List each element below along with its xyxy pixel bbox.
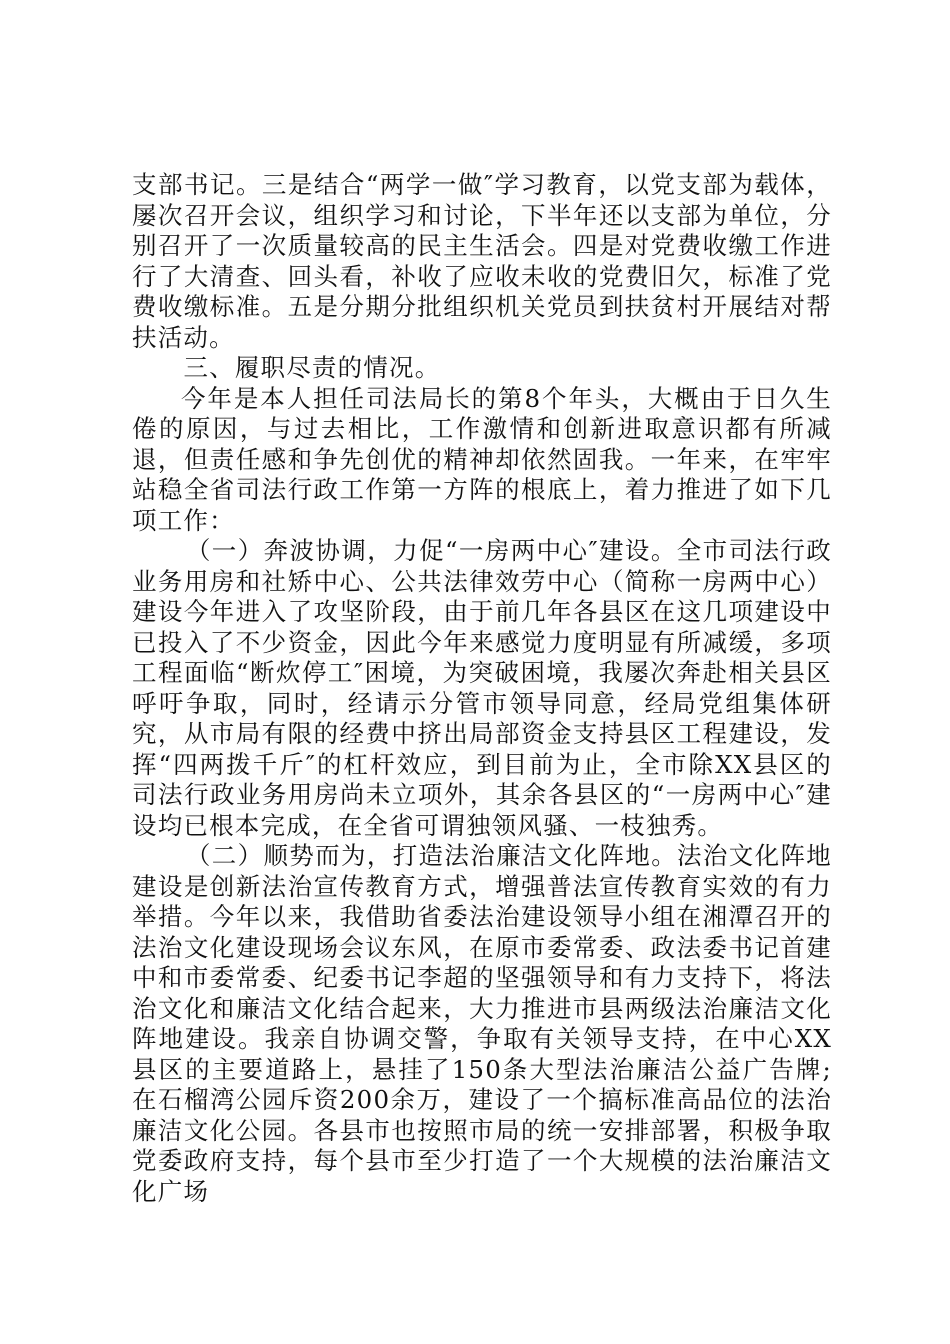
document-body [132, 170, 832, 1207]
paragraph-one-house-two-centers: （一）奔波协调，力促“一房两中心″建设。全市司法行政业务用房和社矫中心、公共法律效劳中心（简称一房两中心）建设今年进入了攻坚阶段，由于前几年各县区在这几项建设中已投入了不少资金，因此今年来感觉力度明显有所减缓，多项工程面临“断炊停工″困境，为突破困境，我屡次奔赴相关县区呼吁争取，同时，经请示分管市领导同意，经局党组集体研究，从市局有限的经费中挤出局部资金支持县区工程建设，发挥“四两拨千斤″的杠杆效应，到目前为止，全市除XX县区的司法行政业务用房尚未立项外，其余各县区的“一房两中心″建设均已根本完成，在全省可谓独领风骚、一枝独秀。 [132, 536, 832, 840]
paragraph-year-overview: 今年是本人担任司法局长的第8个年头，大概由于日久生倦的原因，与过去相比，工作激情和创新进取意识都有所减退，但责任感和争先创优的精神却依然固我。一年来，在牢牢站稳全省司法行政工作第一方阵的根底上，着力推进了如下几项工作： [132, 383, 832, 535]
paragraph-rule-of-law-culture: （二）顺势而为，打造法治廉洁文化阵地。法治文化阵地建设是创新法治宣传教育方式，增强普法宣传教育实效的有力举措。今年以来，我借助省委法治建设领导小组在湘潭召开的法治文化建设现场会议东风，在原市委常委、政法委书记首建中和市委常委、纪委书记李超的坚强领导和有力支持下，将法治文化和廉洁文化结合起来，大力推进市县两级法治廉洁文化阵地建设。我亲自协调交警，争取有关领导支持，在中心XX县区的主要道路上，悬挂了150条大型法治廉洁公益广告牌;在石榴湾公园斥资200余万，建设了一个搞标准高品位的法治廉洁文化公园。各县市也按照市局的统一安排部署，积极争取党委政府支持，每个县市至少打造了一个大规模的法治廉洁文化广场 [132, 841, 832, 1206]
section-heading-duty-performance: 三、履职尽责的情况。 [183, 353, 441, 382]
paragraph-party-branch-work: 支部书记。三是结合“两学一做″学习教育，以党支部为载体，屡次召开会议，组织学习和讨论，下半年还以支部为单位，分别召开了一次质量较高的民主生活会。四是对党费收缴工作进行了大清查、回头看，补收了应收未收的党费旧欠，标准了党费收缴标准。五是分期分批组织机关党员到扶贫村开展结对帮扶活动。 [132, 170, 832, 352]
